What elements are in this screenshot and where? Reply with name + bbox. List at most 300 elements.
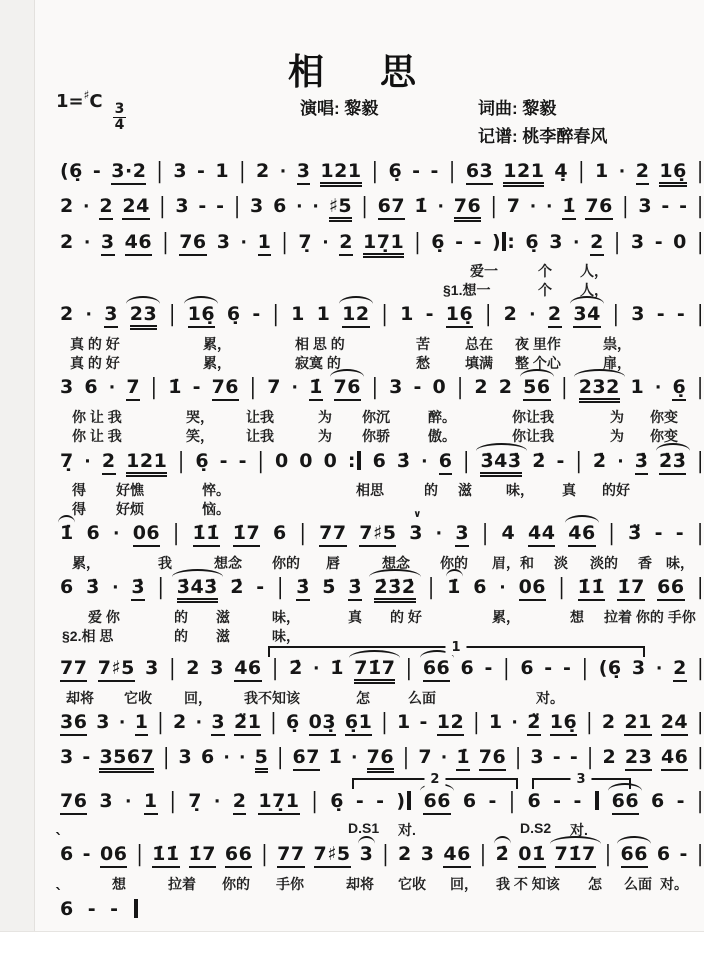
lyric-segment: 香 <box>638 555 652 571</box>
note-token: 1 <box>316 303 331 325</box>
note-token: - <box>355 790 365 812</box>
note-token: - <box>679 843 688 865</box>
lyric-segment: 整 个心 <box>515 355 561 371</box>
note-token: - <box>238 450 247 472</box>
lyric-segment: 拉着 你的 手你 <box>604 609 696 625</box>
barline: | <box>462 448 470 474</box>
key-signature <box>56 88 126 132</box>
score-line <box>0 158 704 190</box>
note-token: 3̇ <box>86 576 100 598</box>
barline: | <box>604 841 612 867</box>
sharp-icon: ♯ <box>83 88 90 102</box>
note-token: - <box>661 195 670 217</box>
note-token: 3 <box>530 746 545 768</box>
score-line <box>0 301 704 371</box>
volta-label: 3 <box>571 772 592 787</box>
lyric-segment: 愁 <box>416 355 430 371</box>
note-token: 3̇ <box>635 452 649 475</box>
lyric-segment: 我 不 知该 <box>496 876 560 892</box>
note-token: 2 <box>548 305 562 328</box>
note-token: 3̇ <box>131 578 145 601</box>
note-token: 1 <box>630 376 645 398</box>
note-token: · <box>313 659 321 679</box>
note-token: - <box>252 303 261 325</box>
note-token: 6̣ <box>431 231 446 253</box>
barline: | <box>157 709 165 735</box>
note-token: · <box>238 748 246 768</box>
barline: | <box>157 574 165 600</box>
barline: | <box>697 709 704 735</box>
lyric-segment: 味， <box>666 555 694 571</box>
lyric-segment: 它收 <box>124 690 152 706</box>
note-token: 1̇1̇ <box>578 578 605 601</box>
lyric-segment: 你沉 <box>362 409 390 425</box>
lyric-segment: 你骄 <box>362 428 390 444</box>
lyric-segment: 对。 <box>536 690 564 706</box>
note-token: 0 <box>432 376 447 398</box>
lyric-segment: 怎 <box>356 690 370 706</box>
barline: | <box>612 301 620 327</box>
note-token: - <box>430 160 439 182</box>
note-token: - <box>376 790 385 812</box>
note-token: 5 <box>255 748 269 773</box>
note-token: 66 <box>423 792 450 815</box>
lyric-segment: 却将 <box>346 876 374 892</box>
note-token: · <box>195 713 203 733</box>
volta-bracket <box>532 772 631 789</box>
note-token: 6̣ <box>330 790 344 812</box>
barline: | <box>473 709 480 735</box>
lyric-segment: 累， <box>492 609 520 625</box>
note-token: 3 <box>104 305 118 328</box>
note-token: 2 <box>503 303 518 325</box>
note-token: 2 <box>590 233 604 256</box>
note-token: 3̇43̇ <box>480 452 521 477</box>
lyric-row <box>0 425 704 444</box>
lyric-segment: 扉， <box>603 355 631 371</box>
note-token: 3 <box>173 160 188 182</box>
barline: ) : <box>492 231 516 253</box>
note-token: 1̇7 <box>233 524 260 547</box>
notes-row <box>60 193 704 225</box>
lyric-segment: 唇 <box>326 555 340 571</box>
note-token: 1̇7 <box>617 578 644 601</box>
score-line <box>0 640 704 706</box>
note-token: 5̇ <box>322 576 337 598</box>
note-token: 3̇ <box>348 578 362 601</box>
lyric-segment: 累， <box>203 336 231 352</box>
note-token: 0 <box>323 450 338 472</box>
lyric-segment: 好烦 <box>116 501 144 517</box>
note-token: 3 <box>297 162 311 185</box>
note-token: 3̇ <box>296 578 310 601</box>
lyric-segment: §2.相 思 <box>62 628 114 644</box>
lyric-segment: 它收 <box>398 876 426 892</box>
note-token: 6̣ <box>195 450 210 472</box>
note-token: 1̇ <box>60 522 74 544</box>
note-token: · <box>440 748 448 768</box>
note-token: 3 <box>145 657 159 679</box>
note-token: 6̣ <box>388 160 403 182</box>
barline: | <box>402 744 410 770</box>
note-token: 46 <box>234 659 261 682</box>
barline: | <box>381 301 389 327</box>
note-token: 76 <box>334 378 361 401</box>
note-token: 6 <box>520 657 535 679</box>
note-token: · <box>240 233 248 253</box>
lyric-segment: 想念 <box>382 555 410 571</box>
note-token: - <box>573 790 582 812</box>
barline: | <box>281 229 289 255</box>
note-token: - <box>110 898 119 920</box>
lyric-row <box>0 406 704 425</box>
lyric-segment: 滋 <box>216 628 230 644</box>
barline <box>594 791 600 811</box>
note-token: 6 <box>372 450 387 472</box>
note-token: · <box>108 378 116 398</box>
lyric-segment: 想念 <box>214 555 242 571</box>
key-prefix: 1= <box>56 91 84 112</box>
note-token: ♯5 <box>329 197 352 222</box>
lyric-segment: 的 <box>174 609 188 625</box>
lyric-row <box>0 479 704 498</box>
note-token: 24 <box>661 713 688 736</box>
note-token: 2̇ <box>230 576 244 598</box>
lyric-segment: 怎 <box>588 876 602 892</box>
note-token: - <box>419 711 428 733</box>
notes-row <box>60 709 704 741</box>
note-token: 2 <box>601 711 616 733</box>
barline: | <box>371 374 379 400</box>
note-token: · <box>118 713 126 733</box>
notes-row <box>60 655 704 687</box>
note-token: 66 <box>612 792 639 815</box>
credit-composer: 词曲: 黎毅 <box>478 99 557 118</box>
barline: | <box>311 788 319 814</box>
barline: | <box>586 744 594 770</box>
lyric-segment: 悴。 <box>202 482 230 498</box>
note-token: 6 <box>527 790 542 812</box>
notes-row <box>60 574 704 606</box>
song-title: 相思 <box>287 52 472 92</box>
note-token: 06 <box>519 578 546 601</box>
notes-row <box>60 841 704 873</box>
note-token: - <box>473 231 482 253</box>
note-token: 2 <box>636 162 650 185</box>
note-token: 1̇ <box>309 378 323 401</box>
barline: | <box>249 374 257 400</box>
note-token: 2̇3̇ <box>659 452 686 475</box>
note-token: 121 <box>503 162 544 187</box>
lyric-segment: 你变 <box>650 428 678 444</box>
note-token: 24 <box>122 197 149 220</box>
note-token: 6̣ <box>672 378 686 401</box>
note-token: 6 <box>86 522 101 544</box>
barline: | <box>162 229 170 255</box>
lyric-segment: 滋 <box>458 482 472 498</box>
lyric-segment: D.S1 <box>348 820 380 836</box>
note-token: 2 <box>60 303 74 325</box>
lyric-segment: 哭， <box>186 409 214 425</box>
notes-row <box>60 158 704 190</box>
note-token: 2 <box>339 233 353 256</box>
note-token: 2̇ <box>495 843 510 865</box>
barline: | <box>696 229 704 255</box>
barline: | <box>172 520 180 546</box>
note-token: 2 <box>398 843 412 865</box>
barline: | <box>382 841 390 867</box>
barline: | <box>697 301 704 327</box>
barline: | <box>697 655 704 681</box>
credit-transcriber: 记谱: 桃李醉春风 <box>478 127 608 146</box>
lyric-row <box>0 552 704 571</box>
lyric-segment: 相 思 的 <box>295 336 345 352</box>
note-token: 7 <box>418 746 433 768</box>
note-token: 0 <box>275 450 289 472</box>
barline <box>133 899 139 919</box>
lyric-segment: 想 <box>570 609 584 625</box>
lyric-segment: 你的 <box>440 555 468 571</box>
barline: | <box>427 574 435 600</box>
note-token: - <box>216 195 225 217</box>
lyric-segment: 你变 <box>650 409 678 425</box>
note-token: · <box>618 162 626 182</box>
note-token: 2 <box>673 659 687 682</box>
note-token: 76 <box>454 197 481 222</box>
lyric-segment: 笑， <box>186 428 214 444</box>
note-token: 3 <box>631 657 646 679</box>
barline: | <box>271 655 279 681</box>
note-token: · <box>573 233 580 253</box>
barline: | <box>159 193 167 219</box>
note-token: 46 <box>661 748 688 771</box>
note-token: 77 <box>277 845 304 868</box>
note-token: 3 <box>101 233 115 256</box>
note-token: - <box>679 195 688 217</box>
barline: | <box>696 158 704 184</box>
note-token: 3 <box>60 376 74 398</box>
note-token: · <box>322 233 330 253</box>
barline: | <box>696 841 704 867</box>
note-token: 2 <box>233 792 247 815</box>
note-token: 66 <box>657 578 684 601</box>
note-token: - <box>562 657 572 679</box>
lyric-segment: 你 让 我 <box>72 428 122 444</box>
note-token: 2 <box>474 376 489 398</box>
lyric-segment: 你的 <box>272 555 300 571</box>
barline: | <box>361 193 369 219</box>
note-token: 2 <box>60 195 74 217</box>
note-token: 1 <box>291 303 305 325</box>
barline: | <box>177 448 185 474</box>
note-token: 01̇ <box>518 845 545 868</box>
note-token: · <box>435 524 443 544</box>
note-token: 6 <box>650 790 665 812</box>
barline: ) <box>396 791 411 811</box>
note-token: 1̇1̇ <box>193 524 220 547</box>
notes-row <box>60 520 704 552</box>
barline: | <box>272 301 280 327</box>
note-token: 6̣ <box>226 303 241 325</box>
note-token: · <box>529 197 537 217</box>
lyric-segment: 为 <box>610 428 624 444</box>
note-token: 7̣ <box>60 450 74 472</box>
lyric-segment: 的 好 <box>390 609 422 625</box>
note-token: 2 <box>99 197 113 220</box>
note-token: 3 <box>211 713 225 736</box>
note-token: - <box>676 303 686 325</box>
score-line <box>0 374 704 444</box>
note-token: 1 <box>258 233 272 256</box>
note-token: · <box>124 792 132 812</box>
note-token: 1 <box>135 713 149 736</box>
note-token: 3̇ <box>396 450 411 472</box>
note-token: 46 <box>568 524 595 547</box>
note-token: - <box>569 746 579 768</box>
lyric-segment: 真 <box>562 482 576 498</box>
note-token: 7 <box>126 378 140 401</box>
barline: | <box>168 301 176 327</box>
barline: | <box>481 520 489 546</box>
note-token: 1 <box>144 792 158 815</box>
note-token: - <box>256 576 265 598</box>
note-token: · <box>617 452 625 472</box>
lyric-segment: 对. <box>570 822 588 838</box>
note-token: 1̇7 <box>189 845 216 868</box>
credit-singer: 演唱: 黎毅 <box>300 99 379 118</box>
note-token: 1 <box>488 711 503 733</box>
note-token: - <box>92 160 102 182</box>
note-token: · <box>529 305 537 325</box>
lyric-segment: D.S2 <box>520 820 552 836</box>
note-token: 2̇3̇2̇ <box>374 578 415 603</box>
lyric-segment: 手你 <box>276 876 304 892</box>
note-token: 6 <box>200 746 215 768</box>
note-token: 3 <box>60 746 74 768</box>
lyric-segment: 你让我 <box>512 409 554 425</box>
lyric-row <box>0 873 704 892</box>
notes-row <box>60 788 704 819</box>
lyric-segment: 淡的 <box>590 555 618 571</box>
note-token: 2 <box>102 452 116 475</box>
lyric-row <box>0 606 704 625</box>
lyric-segment: 滋 <box>216 609 230 625</box>
barline: | <box>162 744 170 770</box>
page-bottom-edge <box>0 931 704 962</box>
note-token: 63 <box>466 162 493 185</box>
note-token: 3 <box>389 376 403 398</box>
note-token: 66 <box>225 845 252 868</box>
notes-row <box>60 899 180 927</box>
note-token: 3567 <box>99 748 154 773</box>
barline: | <box>697 448 704 474</box>
note-token: 2̇ <box>289 657 303 679</box>
note-token: 17̣1 <box>258 792 299 815</box>
note-token: - <box>412 160 421 182</box>
lyric-segment: 人， <box>580 282 608 298</box>
note-token: 44 <box>528 524 555 547</box>
note-token: (6̣ <box>598 657 622 679</box>
note-token: 16̣ <box>188 305 215 328</box>
note-token: - <box>82 843 92 865</box>
note-token: ˋ 6 <box>60 845 74 864</box>
note-token: 23 <box>130 305 157 330</box>
lyric-segment: 让我 <box>246 409 274 425</box>
note-token: · <box>654 378 662 398</box>
barline: | <box>575 448 583 474</box>
notes-row <box>60 744 704 776</box>
note-token: - <box>413 376 422 398</box>
note-token: 2̈ <box>527 713 541 736</box>
note-token: - <box>455 231 464 253</box>
lyric-segment: 个 <box>538 282 552 298</box>
note-token: - <box>425 303 434 325</box>
barline: | <box>233 193 241 219</box>
score-line <box>0 709 704 741</box>
notes-row <box>60 301 704 333</box>
note-token: 03̣ <box>309 713 336 736</box>
note-token: · <box>279 162 287 182</box>
lyric-segment: 对。 <box>660 876 688 892</box>
note-token: 06 <box>133 524 160 547</box>
lyric-segment: 真 <box>348 609 362 625</box>
note-token: 76 <box>179 233 206 256</box>
note-token: - <box>675 522 685 544</box>
note-token: 3 <box>549 231 563 253</box>
lyric-segment: 么面 <box>408 690 436 706</box>
lyric-segment: 累， <box>72 555 100 571</box>
lyric-segment: 让我 <box>246 428 274 444</box>
note-token: 36 <box>60 713 87 736</box>
note-token: 4̣ <box>554 160 569 182</box>
lyric-segment: 你让我 <box>512 428 554 444</box>
note-token: 56 <box>523 378 550 401</box>
barline: | <box>371 158 379 184</box>
note-token: 2 <box>256 160 270 182</box>
note-token: 2 <box>186 657 200 679</box>
barline: | <box>136 841 144 867</box>
note-token: 77 <box>60 659 87 682</box>
lyric-segment: 味， <box>272 609 300 625</box>
note-token: - <box>192 376 201 398</box>
lyric-segment: 恼。 <box>202 501 230 517</box>
lyric-segment: 为 <box>610 409 624 425</box>
lyric-segment: 拉着 <box>168 876 196 892</box>
note-token: 7̣ <box>298 231 313 253</box>
note-token: · <box>223 748 231 768</box>
lyric-row <box>0 819 704 838</box>
note-token: ∨ 3 <box>409 524 423 543</box>
note-token: - <box>553 790 562 812</box>
lyric-segment: 我不知该 <box>244 690 300 706</box>
lyric-segment: 真 的 好 <box>70 336 120 352</box>
note-token: 6 <box>462 790 477 812</box>
note-token: 2 <box>498 376 513 398</box>
note-token: - <box>654 522 663 544</box>
lyric-segment: 填满 <box>465 355 493 371</box>
barline: | <box>448 158 456 184</box>
note-token: 6 <box>272 522 287 544</box>
note-token: 66 <box>621 845 648 868</box>
lyric-segment: 爱 你 <box>88 609 120 625</box>
note-token: 6̣1 <box>345 713 372 736</box>
note-token: - <box>488 790 497 812</box>
note-token: 6 <box>273 195 287 217</box>
note-token: - <box>676 790 685 812</box>
note-token: 16̣ <box>659 162 686 187</box>
note-token: · <box>85 305 93 325</box>
note-token: 7♯5 <box>98 659 135 682</box>
